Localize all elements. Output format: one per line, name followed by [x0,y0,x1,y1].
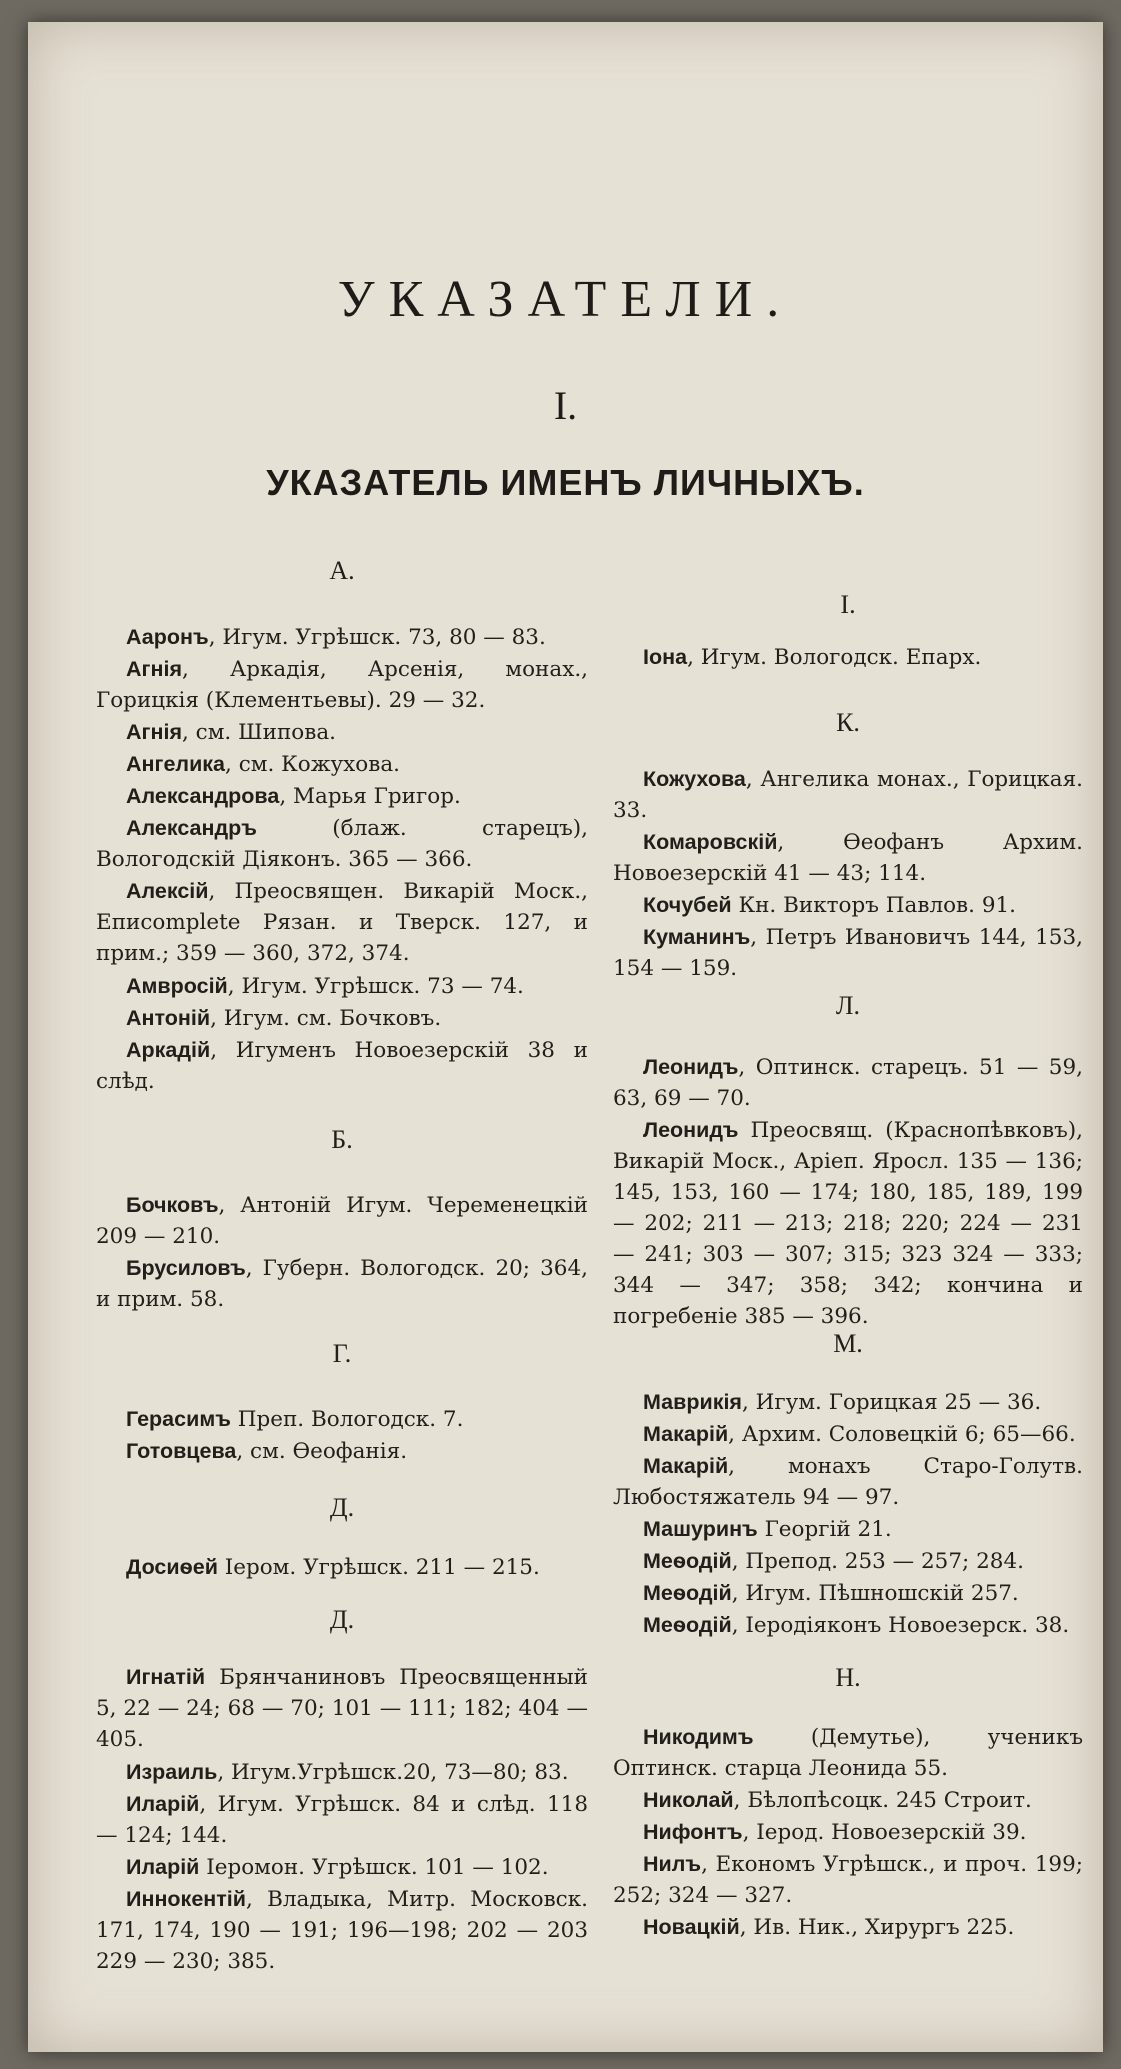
index-entry [96,749,588,780]
index-entry [96,1852,588,1883]
entry-text: , Препод. 253 — 257; 284. [731,1549,1024,1574]
entry-text: , см. Кожухова. [225,752,400,777]
entry-text: Георгій 21. [757,1517,892,1542]
entry-name: Никодимъ [643,1725,754,1749]
index-entry [613,1546,1083,1577]
index-entry [613,1115,1083,1332]
entry-name: Агнія [126,657,182,681]
entry-text: , Игум. Вологодск. Епарх. [687,645,982,670]
entry-name: Машуринъ [643,1517,758,1541]
index-entry [613,1722,1083,1784]
entry-name: Николай [643,1788,734,1812]
index-entry [613,1817,1083,1848]
index-entry [613,1785,1083,1816]
entry-text: Брянчаниновъ Преосвященный 5, 22 — 24; 68 — 70; 101 — 111; 182; 404 — 405. [96,1665,588,1752]
entry-text: , Игум. Пѣшношскій 257. [731,1581,1019,1606]
entry-name: Куманинъ [643,925,751,949]
entry-text: Іером. Угрѣшск. 211 — 215. [217,1555,540,1580]
entry-name: Леонидъ [643,1055,739,1079]
index-entry [613,764,1083,826]
letter-heading: Л. [835,991,861,1020]
index-entry [613,1419,1083,1450]
entry-name: Антоній [126,1006,211,1030]
index-entry [96,1035,588,1097]
index-entry [613,1052,1083,1114]
entry-name: Новацкій [643,1915,740,1939]
letter-heading: Г. [332,1339,352,1368]
entry-text: , Ив. Ник., Хирургъ 225. [739,1915,1015,1940]
entry-name: Игнатій [126,1665,206,1689]
letter-heading: Д. [329,1493,355,1522]
index-entry [96,1789,588,1851]
entry-text: , Игум. см. Бочковъ. [210,1006,442,1031]
entry-text: , монахъ Старо-Голутв. Любостяжатель 94 — 97. [613,1454,1083,1510]
entry-text: , Антоній Игум. Череменецкій 209 — 210. [96,1193,588,1249]
letter-heading: Н. [835,1663,861,1692]
letter-heading: Б. [331,1125,353,1154]
index-entry [96,971,588,1002]
entry-text: , Игум. Горицкая 25 — 36. [741,1390,1042,1415]
entry-name: Ангелика [126,752,226,776]
book-page [28,22,1103,2052]
index-entry [96,1884,588,1977]
entry-name: Брусиловъ [126,1256,246,1280]
entry-name: Готовцева [126,1439,237,1463]
index-entry [96,654,588,716]
entry-text: Іеромон. Угрѣшск. 101 — 102. [199,1855,549,1880]
entry-text: , Іеродіяконъ Новоезерск. 38. [731,1613,1070,1638]
letter-heading: М. [833,1329,863,1358]
entry-name: Нилъ [643,1852,702,1876]
index-entry [613,1451,1083,1513]
entry-name: Макарій [643,1454,729,1478]
index-entry [96,876,588,969]
entry-text: , Оптинск. старецъ. 51 — 59, 63, 69 — 70. [613,1055,1083,1111]
entry-name: Израиль [126,1760,218,1784]
entry-name: Ааронъ [126,625,209,649]
entry-text: Преп. Вологодск. 7. [230,1407,464,1432]
entry-name: Герасимъ [126,1407,231,1431]
entry-name: Меѳодій [643,1581,732,1605]
entry-name: Комаровскій [643,830,778,854]
entry-text: , Економъ Угрѣшск., и проч. 199; 252; 324 — 327. [613,1852,1083,1908]
entry-name: Меѳодій [643,1549,732,1573]
entry-name: Кочубей [643,893,732,917]
index-entry [613,1514,1083,1545]
index-entry [96,1253,588,1315]
index-entry [613,890,1083,921]
entry-name: Іона [643,645,688,669]
index-entry [96,813,588,875]
entry-name: Леонидъ [643,1118,739,1142]
entry-text: , см. Шипова. [182,720,336,745]
index-entry [613,1610,1083,1641]
index-entry [96,1757,588,1788]
entry-text: (блаж. старецъ), Вологодскій Діяконъ. 365 — 366. [96,816,588,872]
entry-text: , Аркадія, Арсенія, монах., Горицкія (Клементьевы). 29 — 32. [96,657,588,713]
entry-name: Александрова [126,784,280,808]
entry-text: , Игум.Угрѣшск.20, 73—80; 83. [217,1760,569,1785]
entry-name: Аркадій [126,1038,211,1062]
entry-text: , Іерод. Новоезерскій 39. [742,1820,1027,1845]
index-entry [96,781,588,812]
entry-text: , Игум. Угрѣшск. 73 — 74. [227,974,524,999]
entry-text: , см. Ѳеофанія. [236,1439,408,1464]
entry-name: Иннокентій [126,1887,246,1911]
index-entry [96,1662,588,1755]
index-entry [613,1912,1083,1943]
entry-text: , Марья Григор. [279,784,461,809]
index-entry [613,827,1083,889]
entry-name: Иларій [126,1792,200,1816]
entry-name: Бочковъ [126,1193,219,1217]
entry-text: Кн. Викторъ Павлов. 91. [731,893,1017,918]
entry-name: Меѳодій [643,1613,732,1637]
entry-name: Амвросій [126,974,228,998]
page-title: УКАЗАТЕЛИ. [337,271,794,328]
entry-text: , Петръ Ивановичъ 144, 153, 154 — 159. [613,925,1083,981]
entry-name: Досиѳей [126,1555,218,1579]
index-entry [96,1436,588,1467]
entry-text: Преосвящ. (Краснопѣвковъ), Викарій Моск., Аріеп. Яросл. 135 — 136; 145, 153, 160 — 174; 180, 185, 189, 199 — 202; 211 — 213; 218; 220; 224 — 231 — 241; 303 — 307; 315; 323 324 — 333; 344 — 347; 358; 342; кончина и погребеніе 385 — 396. [613,1118,1083,1329]
entry-text: , Ангелика монах., Горицкая. 33. [613,767,1083,823]
letter-heading: А. [329,556,355,585]
entry-name: Кожухова [643,767,746,791]
entry-text: , Игуменъ Новоезерскій 38 и слѣд. [96,1038,588,1094]
entry-text: , Архим. Соловецкій 6; 65—66. [728,1422,1076,1447]
entry-name: Александръ [126,816,257,840]
entry-name: Иларій [126,1855,200,1879]
entry-text: , Игум. Угрѣшск. 84 и слѣд. 118 — 124; 144. [96,1792,588,1848]
index-entry [96,717,588,748]
index-entry [96,622,588,653]
entry-text: , Игум. Угрѣшск. 73, 80 — 83. [208,625,546,650]
index-entry [613,642,1083,673]
entry-text: (Демутье), ученикъ Оптинск. старца Леонида 55. [613,1725,1083,1781]
entry-name: Алексій [126,879,209,903]
index-subtitle: УКАЗАТЕЛЬ ИМЕНЪ ЛИЧНЫХЪ. [266,462,865,503]
letter-heading: К. [836,708,860,737]
entry-name: Агнія [126,720,182,744]
entry-name: Маврикія [643,1390,742,1414]
entry-text: , Губерн. Вологодск. 20; 364, и прим. 58. [96,1256,588,1312]
index-entry [613,1849,1083,1911]
entry-text: , Владыка, Митр. Московск. 171, 174, 190 — 191; 196—198; 202 — 203 229 — 230; 385. [96,1887,588,1974]
index-entry [613,1387,1083,1418]
section-number: I. [553,383,578,428]
index-entry [96,1003,588,1034]
letter-heading: І. [840,590,856,619]
index-entry [613,1578,1083,1609]
index-entry [96,1404,588,1435]
entry-name: Макарій [643,1422,729,1446]
entry-text: , Бѣлопѣсоцк. 245 Строит. [733,1788,1032,1813]
index-entry [613,922,1083,984]
entry-name: Нифонтъ [643,1820,743,1844]
entry-text: , Ѳеофанъ Архим. Новоезерскій 41 — 43; 114. [613,830,1083,886]
index-entry [96,1552,588,1583]
letter-heading: Д. [329,1605,355,1634]
index-entry [96,1190,588,1252]
entry-text: , Преосвящен. Викарій Моск., Епиcomplete Рязан. и Тверск. 127, и прим.; 359 — 360, 372, 374. [96,879,588,966]
